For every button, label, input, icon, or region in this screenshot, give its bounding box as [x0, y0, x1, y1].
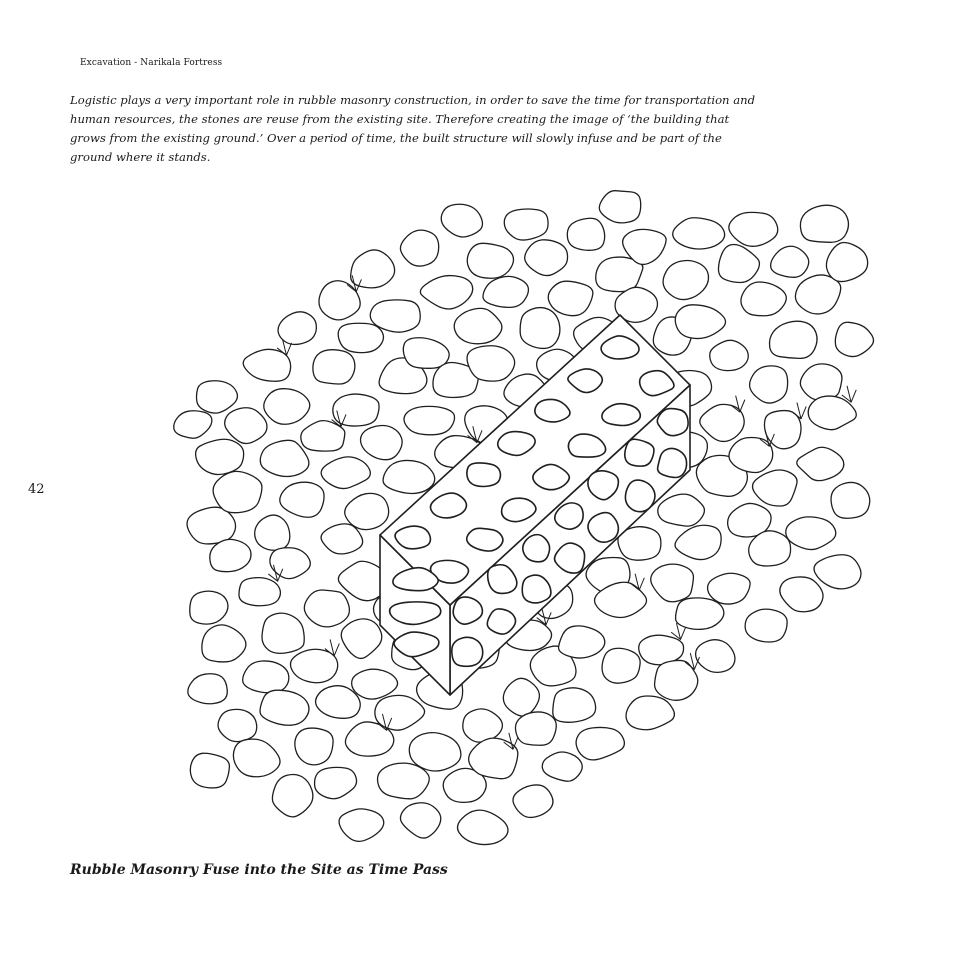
rubble-stone: [338, 323, 383, 352]
rubble-stone: [454, 308, 502, 343]
rubble-stone: [383, 460, 435, 493]
rubble-stone: [345, 493, 389, 529]
rubble-stone: [196, 439, 244, 474]
rubble-stone: [188, 674, 227, 704]
rubble-stone: [260, 440, 309, 476]
rubble-stone: [174, 411, 212, 438]
rubble-stone: [750, 366, 788, 403]
rubble-stone: [467, 243, 513, 278]
rubble-stone: [255, 515, 290, 550]
rubble-stone: [800, 364, 842, 400]
rubble-stone: [197, 381, 238, 413]
rubble-stone: [483, 276, 528, 307]
rubble-stone: [213, 471, 262, 512]
rubble-stone: [351, 250, 395, 288]
rubble-stone: [504, 209, 548, 240]
rubble-stone: [264, 389, 310, 425]
rubble-stone: [403, 338, 449, 369]
rubble-stone: [769, 321, 817, 358]
rubble-stone: [467, 346, 515, 381]
rubble-stone: [771, 246, 809, 277]
rubble-stone: [658, 494, 705, 526]
masonry-illustration: [150, 185, 890, 869]
rubble-stone: [190, 753, 229, 788]
rubble-stone: [626, 696, 674, 730]
rubble-stone: [352, 669, 398, 699]
rubble-stone: [780, 577, 823, 612]
rubble-stone: [361, 425, 403, 459]
wall-stone: [658, 448, 687, 477]
rubble-stone: [513, 785, 553, 817]
rubble-stone: [542, 752, 582, 781]
rubble-stone: [826, 243, 867, 282]
rubble-stone: [225, 408, 267, 444]
rubble-stone: [272, 774, 313, 816]
intro-text-block: [70, 91, 760, 167]
rubble-stone: [378, 763, 430, 799]
rubble-stone: [786, 517, 836, 550]
wall-stone: [625, 439, 654, 466]
rubble-stone: [295, 728, 333, 765]
rubble-stone: [710, 340, 749, 370]
rubble-stone: [696, 640, 735, 673]
rubble-stone: [243, 661, 289, 693]
running-header: Excavation - Narikala Fortress: [80, 58, 223, 68]
rubble-stone: [708, 573, 751, 604]
rubble-stone: [321, 457, 370, 489]
rubble-stone: [315, 767, 357, 798]
rubble-stone: [319, 281, 360, 320]
rubble-stone: [469, 738, 518, 779]
rubble-stone: [278, 312, 316, 345]
rubble-stone: [753, 470, 798, 506]
rubble-stone: [729, 212, 778, 246]
rubble-stone: [463, 709, 503, 742]
rubble-stone: [800, 205, 848, 242]
wall-stone: [625, 480, 655, 512]
rubble-stone: [651, 564, 694, 602]
rubble-stone: [404, 406, 455, 434]
rubble-stone: [341, 619, 382, 659]
rubble-stone: [520, 308, 560, 349]
rubble-stone: [795, 275, 840, 314]
rubble-stone: [741, 282, 786, 316]
rubble-stone: [745, 609, 787, 642]
rubble-stone: [210, 539, 251, 571]
rubble-stone: [515, 712, 556, 745]
wall-stone: [452, 637, 483, 666]
rubble-stone: [375, 695, 425, 730]
rubble-stone: [458, 810, 508, 844]
rubble-stone: [675, 525, 721, 559]
rubble-stone: [243, 349, 290, 381]
rubble-stone: [553, 688, 596, 722]
wall-stone: [523, 535, 550, 562]
rubble-stone: [202, 625, 246, 662]
rubble-stone: [718, 245, 759, 283]
rubble-stone: [548, 281, 593, 315]
rubble-stone: [764, 411, 801, 449]
rubble-stone: [218, 709, 257, 741]
rubble-stone: [567, 218, 604, 250]
rubble-stone: [441, 204, 482, 237]
rubble-stone: [280, 482, 324, 517]
rubble-stone: [559, 626, 605, 658]
rubble-stone: [602, 648, 640, 683]
rubble-stone: [576, 727, 624, 759]
rubble-stone: [262, 613, 304, 653]
wall-stone: [487, 609, 515, 634]
rubble-stone: [304, 590, 349, 627]
rubble-stone: [260, 690, 309, 725]
rubble-stone: [676, 598, 724, 629]
rubble-stone: [503, 678, 539, 716]
rubble-stone: [599, 191, 640, 223]
rubble-stone: [525, 240, 568, 276]
rubble-stone: [673, 218, 725, 249]
rubble-stone: [290, 649, 337, 683]
rubble-stone: [675, 305, 725, 339]
rubble-stone: [400, 230, 438, 266]
rubble-stone: [239, 578, 280, 606]
rubble-stone: [663, 260, 708, 299]
rubble-stone: [835, 322, 873, 356]
rubble-stone: [797, 447, 844, 480]
rubble-stone: [409, 733, 461, 771]
rubble-stone: [339, 809, 384, 842]
figure-caption: Rubble Masonry Fuse into the Site as Time Pass: [70, 862, 448, 878]
page-number: 42: [28, 482, 45, 497]
rubble-stone: [187, 507, 236, 544]
rubble-stone: [400, 803, 440, 838]
rubble-masonry-sketch-icon: [150, 185, 890, 865]
rubble-stone: [190, 591, 228, 624]
rubble-stone: [321, 524, 363, 554]
intro-paragraph: Logistic plays a very important role in rubble masonry construction, in order to save the time for transportation and human resources, the stones are reuse from the existing site. Therefore creating the image of ‘the building that grows from the existing ground.’ Over a period of time, the built structure will slowly infuse and be part of the ground where it stands.: [70, 93, 755, 164]
wall-stone: [467, 463, 501, 487]
wall-stone: [395, 526, 430, 549]
rubble-stone: [814, 555, 861, 589]
rubble-stone: [831, 482, 870, 518]
rubble-stone: [420, 276, 472, 309]
rubble-stone: [233, 739, 280, 777]
rubble-stone: [313, 350, 355, 384]
